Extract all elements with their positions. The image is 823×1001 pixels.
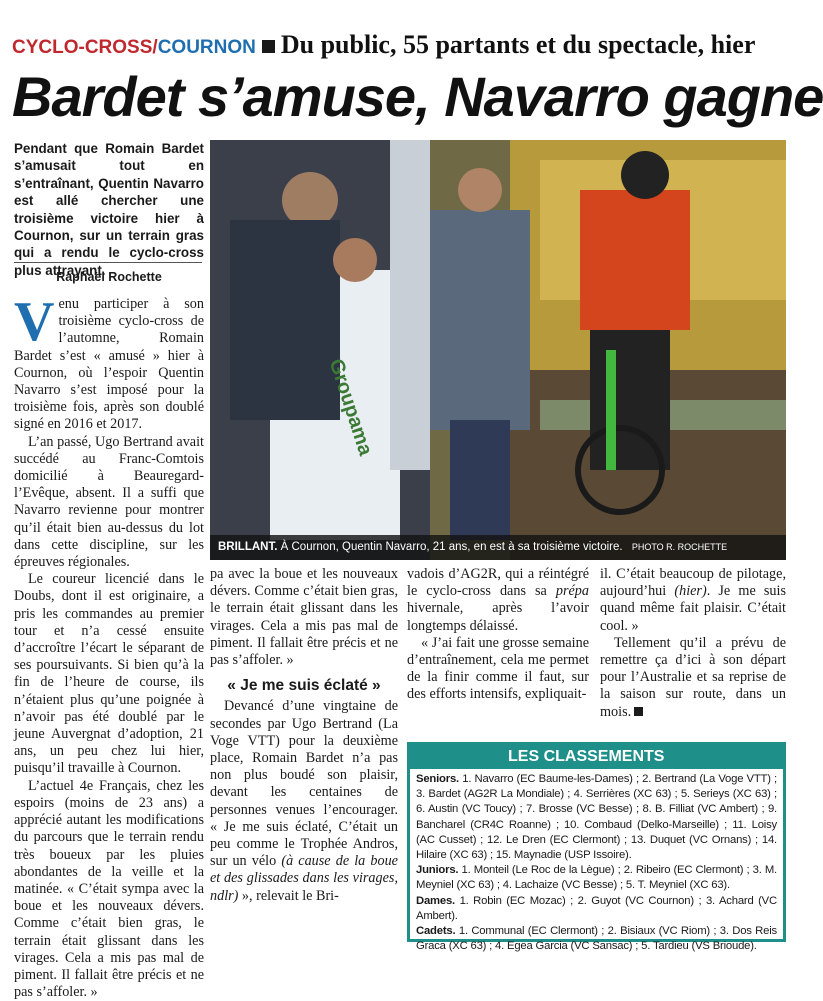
- photo-credit: PHOTO R. ROCHETTE: [631, 542, 728, 552]
- paragraph-3: Le coureur licencié dans le Doubs, dont il est originaire, a pris les commandes au premier tour et n’a cessé ensuite d’accroître l’écart le séparant de ses poursuivants. Si bien qu’à la fin de l’heure de course, ils n’étaient plus qu’une poignée à n’avoir pas été doublé par le jeune Auvergnat d’adoption, 21 ans, un peu chez lui hier, puisqu’il travaille à Cournon.: [14, 571, 204, 777]
- paragraph-7: Tellement qu’il a prévu de remettre ça d’ici à son départ pour l’Australie et sa reprise de la saison sur route, dans un mois.: [600, 634, 786, 720]
- article-column-3: [407, 566, 589, 704]
- results-dames: Dames. 1. Robin (EC Mozac) ; 2. Guyot (VC Cournon) ; 3. Achard (VC Ambert).: [416, 894, 777, 922]
- headline: Bardet s’amuse, Navarro gagne: [12, 65, 823, 128]
- end-mark-icon: [634, 707, 643, 716]
- paragraph-2: L’an passé, Ugo Bertrand avait succédé au Franc-Comtois domicilié à Beauregard-l’Evêque, absent. Il a suffi que Navarro revienne pour montrer qu’il était bien au-dessus du lot dans cette discipline, sur les épreuves régionales.: [14, 433, 204, 571]
- results-juniors: Juniors. 1. Monteil (Le Roc de la Lègue) ; 2. Ribeiro (EC Clermont) ; 3. M. Meyniel (XC 63) ; 4. Lachaize (VC Besse) ; 5. T. Meyniel (XC 63).: [416, 864, 777, 892]
- caption-lead: BRILLANT.: [218, 541, 278, 553]
- article-column-2: [210, 566, 398, 905]
- subheading: « Je me suis éclaté »: [227, 677, 381, 695]
- rubric-section: CYCLO-CROSS/: [12, 37, 158, 58]
- paragraph-5-continued: vadois d’AG2R, qui a réintégré le cyclo-cross dans sa prépa hivernale, après l’avoir longtemps délaissé.: [407, 566, 589, 634]
- paragraph-4a: L’actuel 4e Français, chez les espoirs (moins de 23 ans) a apprécié autant les modifications du parcours que le terrain rendu très boueux par les pluies abondantes de la veille et la matinée. « C’était sympa avec la boue et les nouveaux dévers. Comme c’était bien gras, le terrain était glissant dans les virages. Cela a mis pas mal de piment. Il fallait être précis et ne pas s’affoler. »: [14, 777, 204, 1001]
- paragraph-5: Devancé d’une vingtaine de secondes par Ugo Bertrand (La Voge VTT) pour la deuxième place, Romain Bardet n’a pas non plus boudé son plaisir, devant les centaines de personnes venues l’encourager. « Je me suis éclaté, C’était un peu comme le Trophée Andros, sur un vélo (à cause de la boue et des glissades dans les virages, ndlr) », relevait le Bri-: [210, 698, 398, 904]
- paragraph-1: Venu participer à son troisième cyclo-cross de l’automne, Romain Bardet s’est « amusé » hier à Cournon, où l’espoir Quentin Navarro s’est imposé pour la troisième fois, après son doublé signé en 2016 et 2017.: [14, 291, 204, 433]
- article-kicker: [12, 30, 755, 60]
- paragraph-6: « J’ai fait une grosse semaine d’entraînement, cela me permet de la finir comme il faut, sur des efforts intensifs, expliquait-: [407, 634, 589, 703]
- byline-divider: [14, 262, 202, 263]
- photo-illustration: [210, 140, 786, 560]
- paragraph-6-continued: il. C’était beaucoup de pilotage, aujourd’hui (hier). Je me suis quand même fait plaisir. C’était cool. »: [600, 566, 786, 634]
- byline: Raphaël Rochette: [56, 270, 162, 284]
- results-cadets: Cadets. 1. Communal (EC Clermont) ; 2. Bisiaux (VC Riom) ; 3. Dos Reis Graca (XC 63) ; 4. Egea Garcia (VC Sansac) ; 5. Tardieu (VS Brioude).: [416, 925, 777, 953]
- photo-caption: [210, 535, 786, 560]
- paragraph-4-continued: pa avec la boue et les nouveaux dévers. Comme c’était bien gras, le terrain était glissant dans les virages. Cela a mis pas mal de piment. Il fallait être précis et ne pas s’affoler. »: [210, 566, 398, 669]
- race-photo: [210, 140, 786, 560]
- results-seniors: Seniors. 1. Navarro (EC Baume-les-Dames) ; 2. Bertrand (La Voge VTT) ; 3. Bardet (AG2R La Mondiale) ; 4. Serrières (XC 63) ; 5. Serieys (XC 63) ; 6. Austin (VC Toucy) ; 7. Brosse (VC Besse) ; 8. B. Filliat (VC Ambert) ; 9. Bancharel (CR4C Roanne) ; 10. Combaud (Delko-Marseille) ; 11. Loisy (AC Cusset) ; 12. Le Dren (EC Clermont) ; 13. Duquet (VC Ornans) ; 14. Hilaire (XC 63) ; 15. Maynadie (USP Issoire).: [416, 773, 777, 862]
- sponsor-banner: Groupama: [324, 356, 377, 459]
- article-column-1: [14, 291, 204, 1001]
- article-column-4: [600, 566, 786, 721]
- square-bullet-icon: [262, 40, 275, 53]
- results-box: [407, 742, 786, 953]
- drop-cap: V: [14, 291, 55, 353]
- caption-text: À Cournon, Quentin Navarro, 21 ans, en est à sa troisième victoire.: [280, 541, 623, 553]
- rubric-place: COURNON: [157, 37, 256, 58]
- chapo: Pendant que Romain Bardet s’amusait tout en s’entraînant, Quentin Navarro est allé chercher une troisième victoire hier à Cournon, sur un terrain gras qui a rendu le cyclo-cross plus attrayant.: [14, 141, 204, 278]
- results-body: [410, 769, 783, 954]
- results-title: LES CLASSEMENTS: [410, 745, 783, 769]
- deck-line: Du public, 55 partants et du spectacle, hier: [280, 30, 756, 59]
